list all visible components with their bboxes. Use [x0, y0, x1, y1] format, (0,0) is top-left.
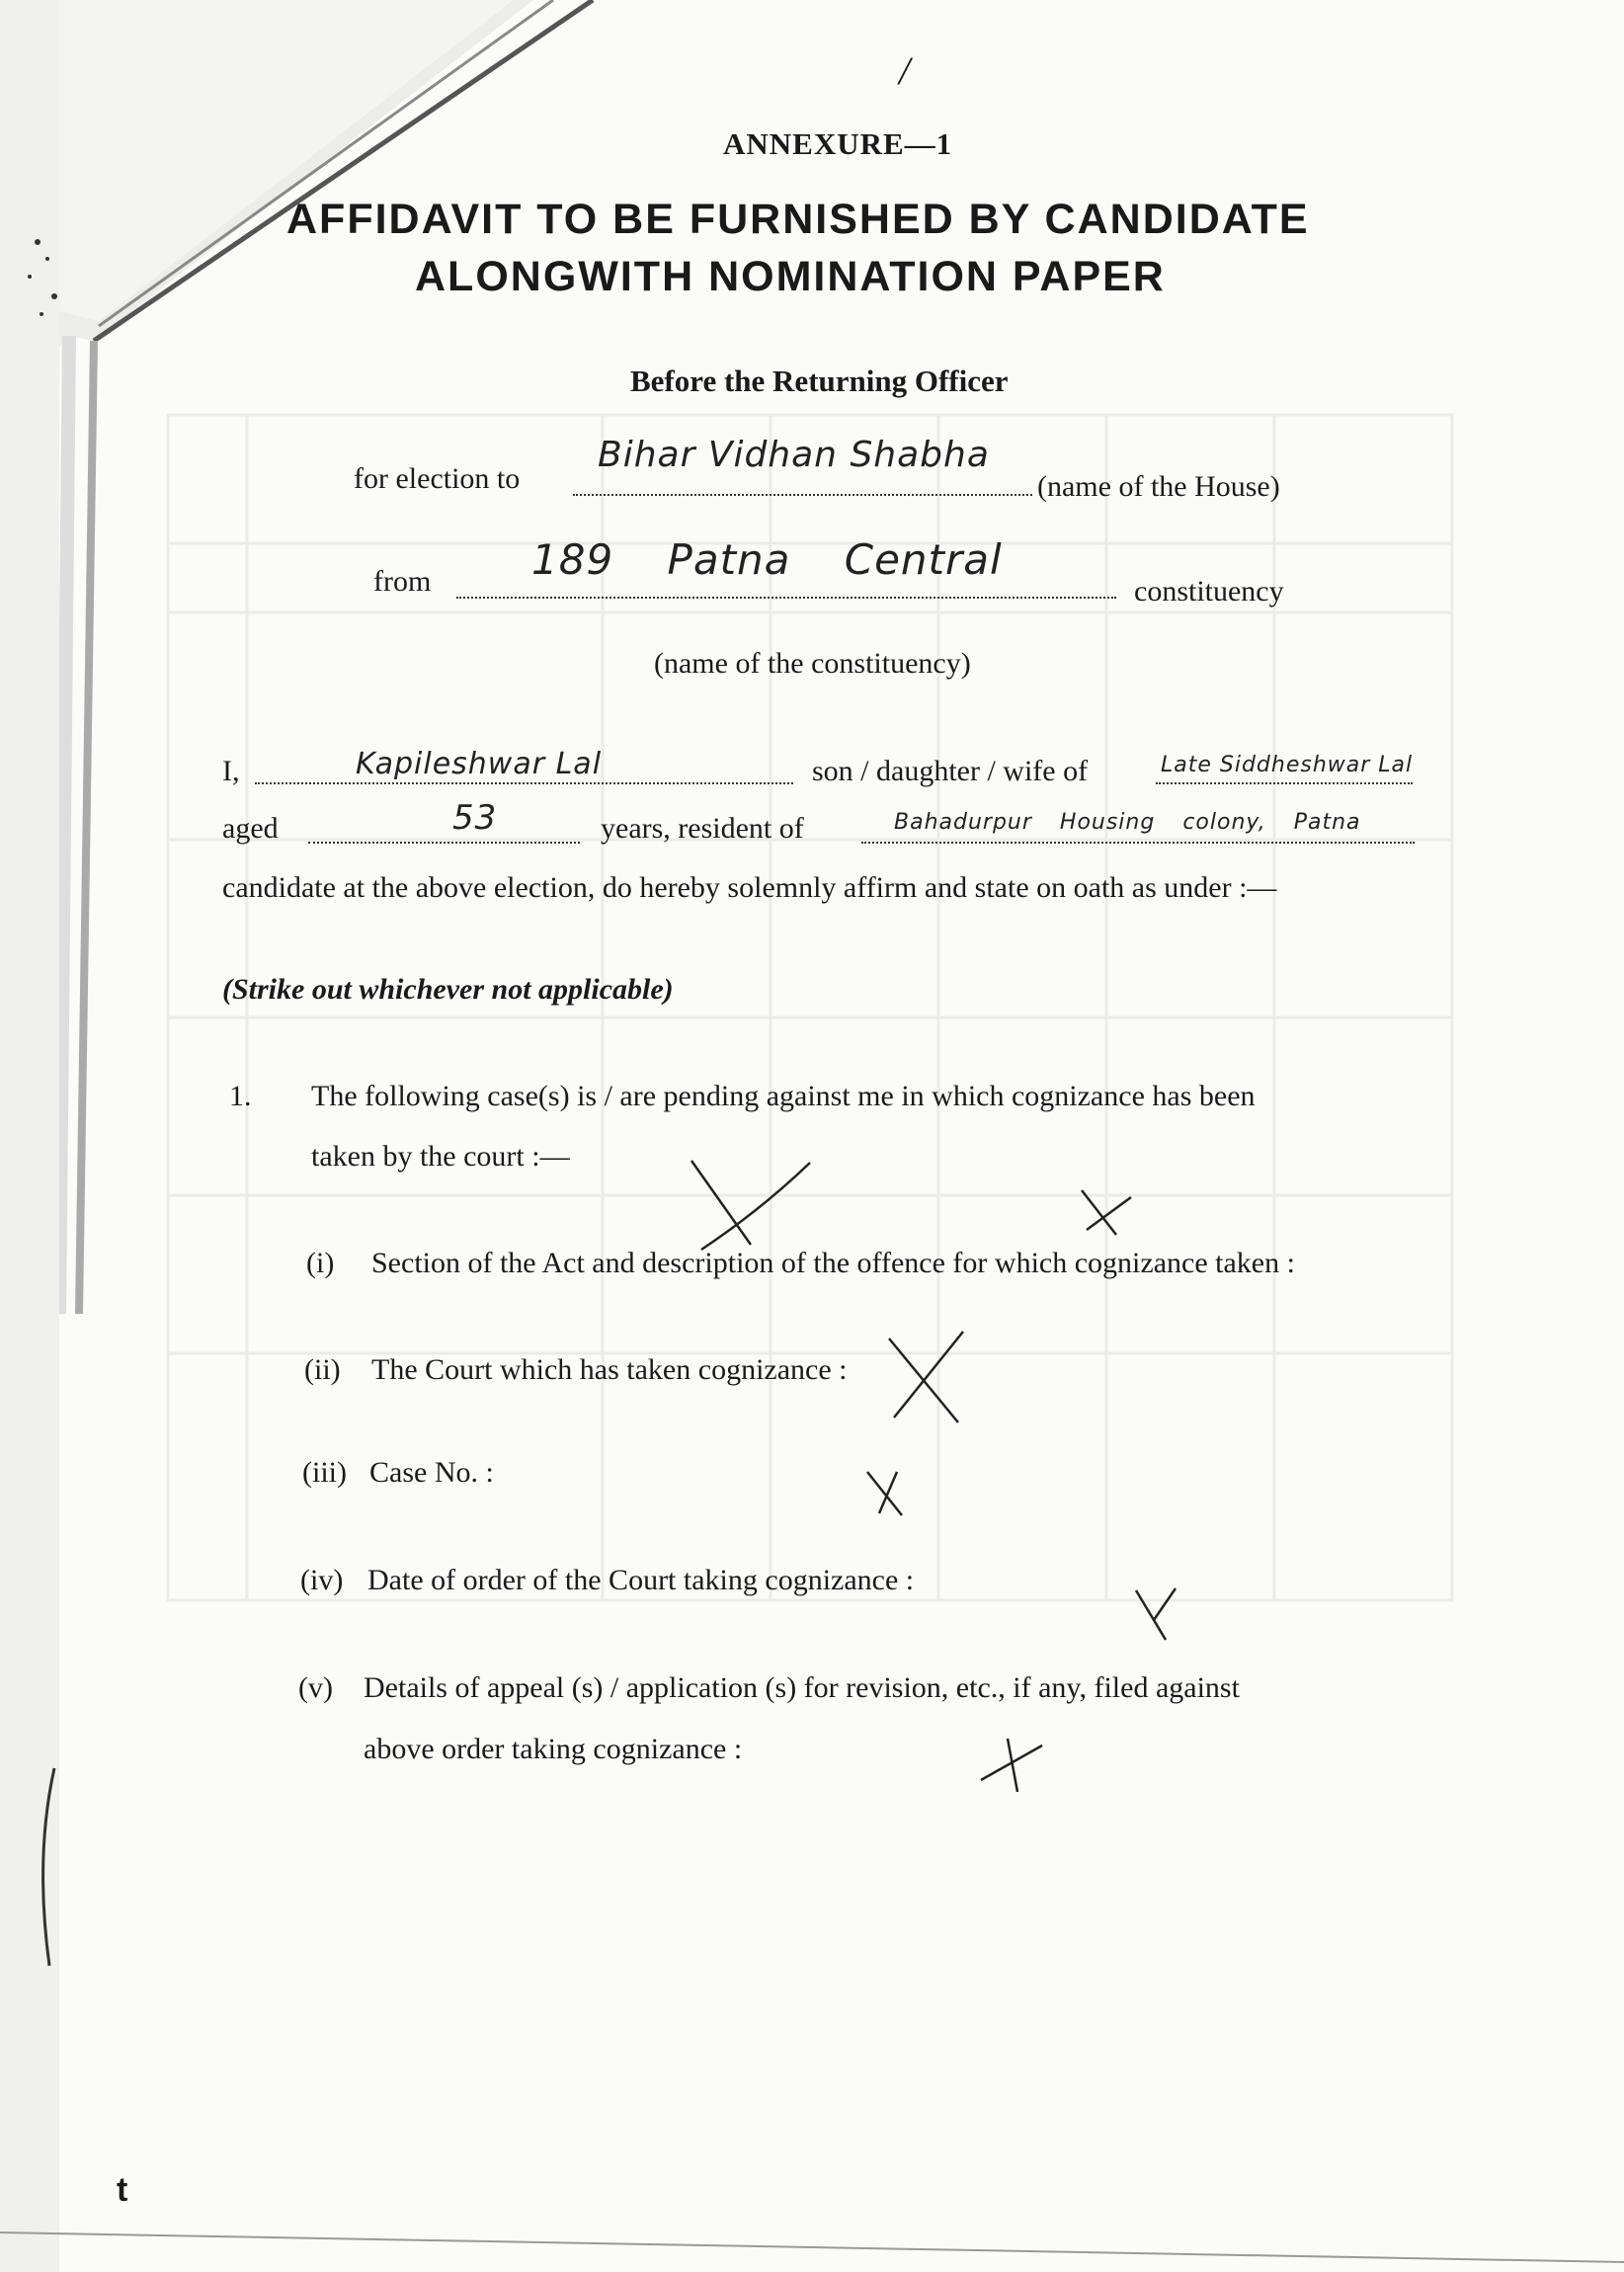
item-v-text-line1: Details of appeal (s) / application (s) for revision, etc., if any, filed against	[364, 1671, 1240, 1704]
footer-mark: t	[117, 2171, 128, 2209]
constituency-dotted-line	[456, 597, 1116, 599]
strike-out-instruction: (Strike out whichever not applicable)	[222, 973, 674, 1006]
for-election-label: for election to	[354, 462, 521, 495]
item-iii-number: (iii)	[302, 1456, 347, 1489]
parent-name-value: Late Siddheshwar Lal	[1161, 753, 1414, 777]
section-number: 1.	[229, 1080, 252, 1112]
item-iv-text: Date of order of the Court taking cognizance :	[367, 1564, 915, 1596]
cross-mark-section-small	[1072, 1185, 1141, 1245]
section-line1: The following case(s) is / are pending against me in which cognizance has been	[311, 1080, 1256, 1112]
item-v-number: (v)	[298, 1671, 333, 1704]
item-iii-text: Case No. :	[369, 1456, 494, 1489]
residence-value: Bahadurpur Housing colony, Patna	[894, 810, 1361, 835]
cross-mark-item-iv	[1126, 1581, 1195, 1650]
cross-mark-item-ii	[869, 1324, 978, 1432]
document-title-line2: ALONGWITH NOMINATION PAPER	[415, 253, 1166, 300]
cross-mark-item-iii	[857, 1464, 917, 1523]
constituency-note: (name of the constituency)	[654, 647, 971, 680]
item-ii-text: The Court which has taken cognizance :	[371, 1353, 848, 1386]
residence-dotted-line	[861, 842, 1415, 844]
house-dotted-line	[573, 494, 1032, 496]
section-line2: taken by the court :—	[311, 1140, 570, 1173]
item-v-text-line2: above order taking cognizance :	[364, 1733, 743, 1765]
house-value: Bihar Vidhan Shabha	[598, 435, 990, 475]
item-i-text: Section of the Act and description of the offence for which cognizance taken :	[371, 1247, 1295, 1279]
constituency-value: 189 Patna Central	[531, 535, 1003, 584]
candidate-name-value: Kapileshwar Lal	[356, 747, 603, 781]
age-value: 53	[452, 798, 498, 838]
document-title-line1: AFFIDAVIT TO BE FURNISHED BY CANDIDATE	[286, 196, 1310, 243]
annexure-heading: ANNEXURE—1	[723, 126, 953, 161]
affirmation-statement: candidate at the above election, do hereby solemnly affirm and state on oath as under :—	[222, 871, 1277, 904]
constituency-suffix: constituency	[1134, 575, 1284, 608]
age-dotted-line	[308, 842, 580, 844]
from-label: from	[373, 565, 432, 598]
cross-mark-section-large	[682, 1151, 830, 1259]
top-tick-mark: /	[899, 48, 911, 93]
years-resident-label: years, resident of	[601, 812, 804, 845]
parent-dotted-line	[1156, 782, 1413, 784]
item-i-number: (i)	[306, 1247, 335, 1279]
relation-label: son / daughter / wife of	[812, 755, 1089, 787]
name-dotted-line	[255, 782, 793, 784]
aged-label: aged	[222, 812, 279, 845]
house-suffix: (name of the House)	[1037, 470, 1280, 503]
returning-officer-heading: Before the Returning Officer	[630, 364, 1009, 398]
i-label: I,	[222, 755, 240, 787]
item-iv-number: (iv)	[300, 1564, 344, 1596]
item-ii-number: (ii)	[304, 1353, 341, 1386]
cross-mark-item-v	[973, 1731, 1052, 1800]
